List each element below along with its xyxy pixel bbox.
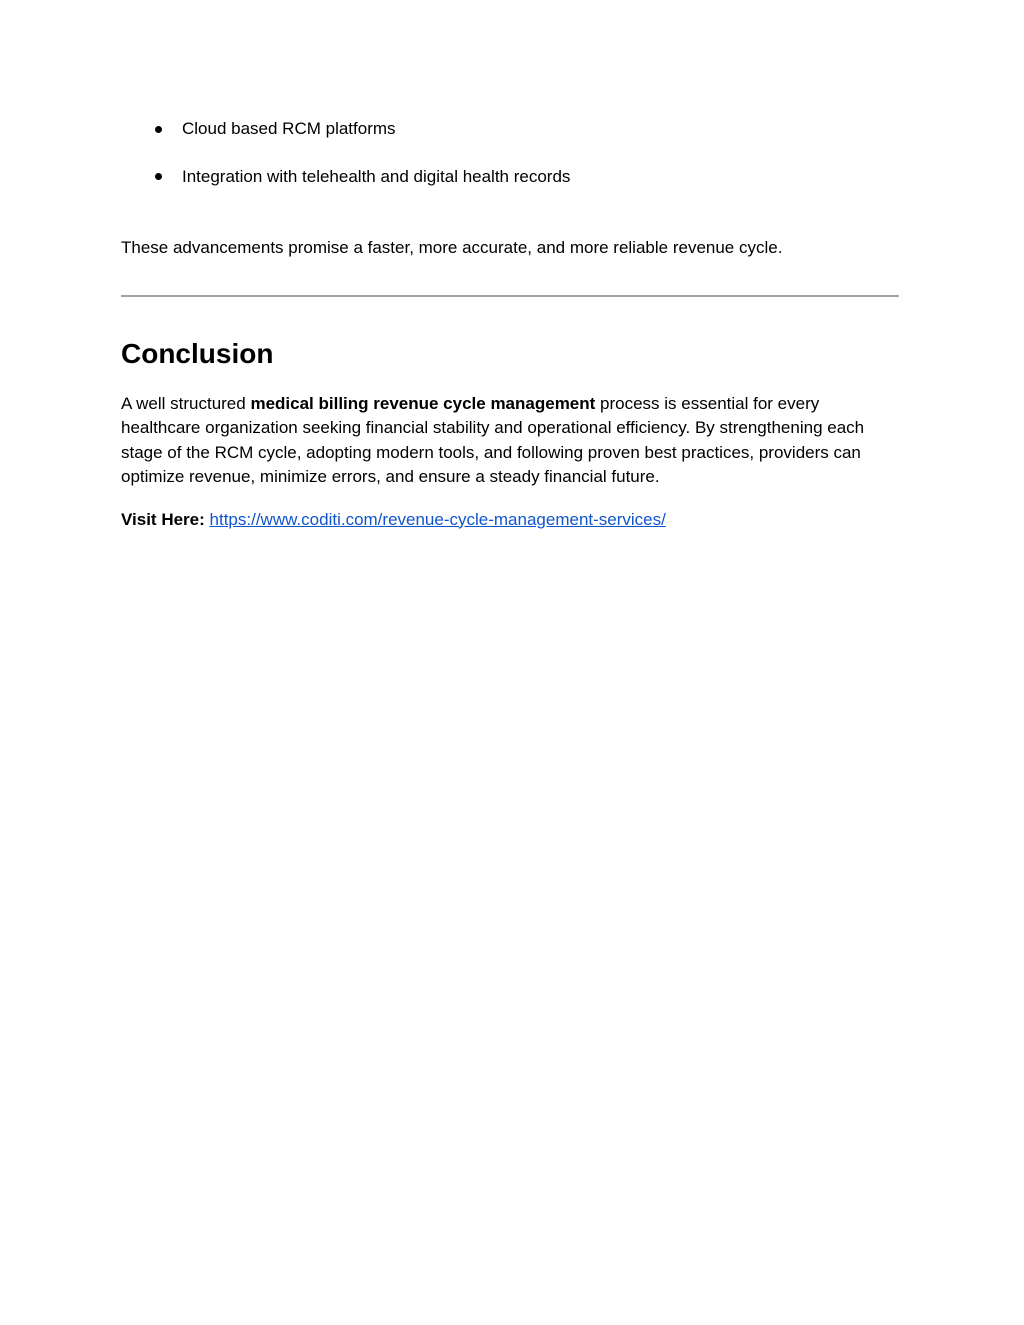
bullet-icon (155, 173, 162, 180)
visit-here-line (121, 508, 899, 533)
horizontal-divider (121, 295, 899, 297)
conclusion-text-bold: medical billing revenue cycle management (250, 393, 596, 413)
conclusion-text-suffix: process is essential for every healthcare organization seeking financial stability and operational efficiency. By strengthening each stage of the RCM cycle, adopting modern tools, and following proven best practices, providers can optimize revenue, minimize errors, and ensure a steady financial future. (121, 393, 865, 486)
list-item-label: Cloud based RCM platforms (182, 119, 396, 138)
bullet-icon (155, 126, 162, 133)
visit-here-label: Visit Here: (121, 509, 210, 529)
list-item (182, 165, 899, 190)
conclusion-heading: Conclusion (121, 337, 274, 369)
list-item (182, 117, 899, 142)
list-item-label: Integration with telehealth and digital health records (182, 166, 571, 186)
bullet-list (121, 117, 899, 189)
advancements-paragraph: These advancements promise a faster, more accurate, and more reliable revenue cycle. (121, 238, 783, 257)
conclusion-text-prefix: A well structured (121, 393, 251, 413)
visit-link[interactable]: https://www.coditi.com/revenue-cycle-management-services/ (209, 509, 666, 529)
conclusion-paragraph (121, 392, 899, 490)
